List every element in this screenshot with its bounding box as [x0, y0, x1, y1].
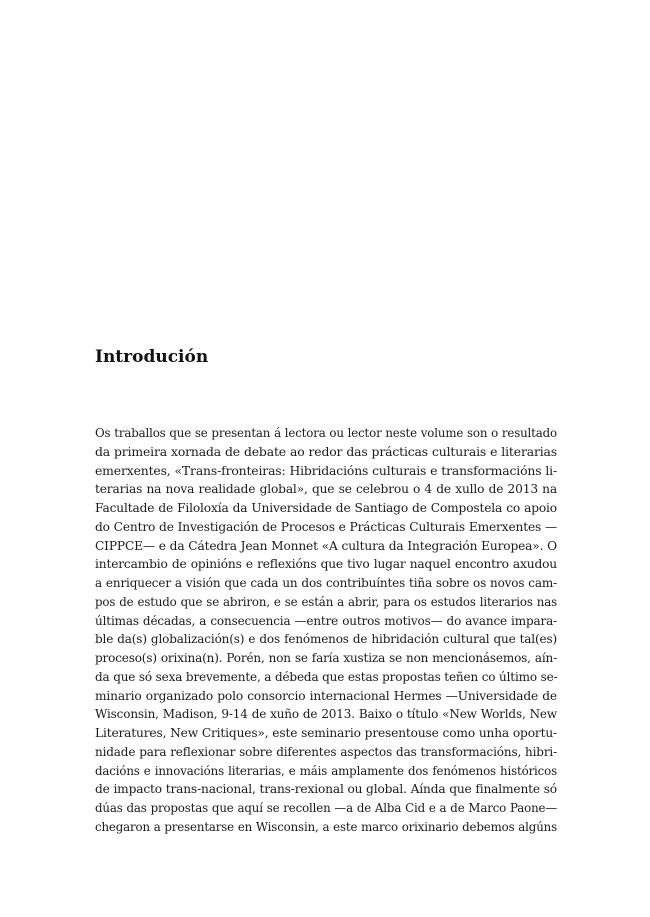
- body-line: ble da(s) globalización(s) e dos fenómenos de hibridación cultural que tal(es): [95, 632, 557, 647]
- body-line: pos de estudo que se abriron, e se están a abrir, para os estudos literarios nas: [95, 594, 557, 609]
- body-line: Facultade de Filoloxía da Universidade de Santiago de Compostela co apoio: [95, 501, 557, 515]
- body-line: CIPPCE— e da Cátedra Jean Monnet «A cultura da Integración Europea». O: [95, 538, 557, 553]
- body-line: terarias na nova realidade global», que se celebrou o 4 de xullo de 2013 na: [95, 482, 557, 497]
- body-line: últimas décadas, a consecuencia —entre outros motivos— do avance impara-: [95, 613, 557, 628]
- chapter-title: Introdución: [95, 347, 209, 367]
- body-line: a enriquecer a visión que cada un dos contribuíntes tiña sobre os novos cam-: [95, 576, 557, 590]
- body-line: intercambio de opinións e reflexións que tivo lugar naquel encontro axudou: [95, 557, 557, 572]
- body-line: da que só sexa brevemente, a débeda que estas propostas teñen co último se-: [95, 669, 558, 684]
- body-line: minario organizado polo consorcio internacional Hermes —Universidade de: [95, 688, 557, 703]
- body-line: de impacto trans-nacional, trans-rexional ou global. Aínda que finalmente só: [95, 782, 557, 797]
- body-line: Literatures, New Critiques», este seminario presentouse como unha oportu-: [95, 726, 557, 740]
- body-line: dúas das propostas que aquí se recollen —a de Alba Cid e a de Marco Paone—: [95, 801, 557, 815]
- body-line: do Centro de Investigación de Procesos e Prácticas Culturais Emerxentes —: [95, 519, 557, 534]
- body-line: chegaron a presentarse en Wisconsin, a este marco orixinario debemos algúns: [95, 819, 557, 834]
- body-line: da primeira xornada de debate ao redor das prácticas culturais e literarias: [95, 443, 557, 459]
- body-paragraph: [95, 424, 557, 837]
- body-line: Os traballos que se presentan á lectora ou lector neste volume son o resultado: [95, 426, 557, 440]
- body-line: proceso(s) orixina(n). Porén, non se faría xustiza se non mencionásemos, aín-: [95, 651, 557, 665]
- body-line: nidade para reflexionar sobre diferentes aspectos das transformacións, hibri-: [95, 744, 557, 759]
- body-line: Wisconsin, Madison, 9-14 de xuño de 2013. Baixo o título «New Worlds, New: [95, 707, 557, 722]
- body-line: emerxentes, «Trans-fronteiras: Hibridacións culturais e transformacións li-: [95, 462, 557, 478]
- body-line: dacións e innovacións literarias, e máis amplamente dos fenómenos históricos: [95, 763, 557, 778]
